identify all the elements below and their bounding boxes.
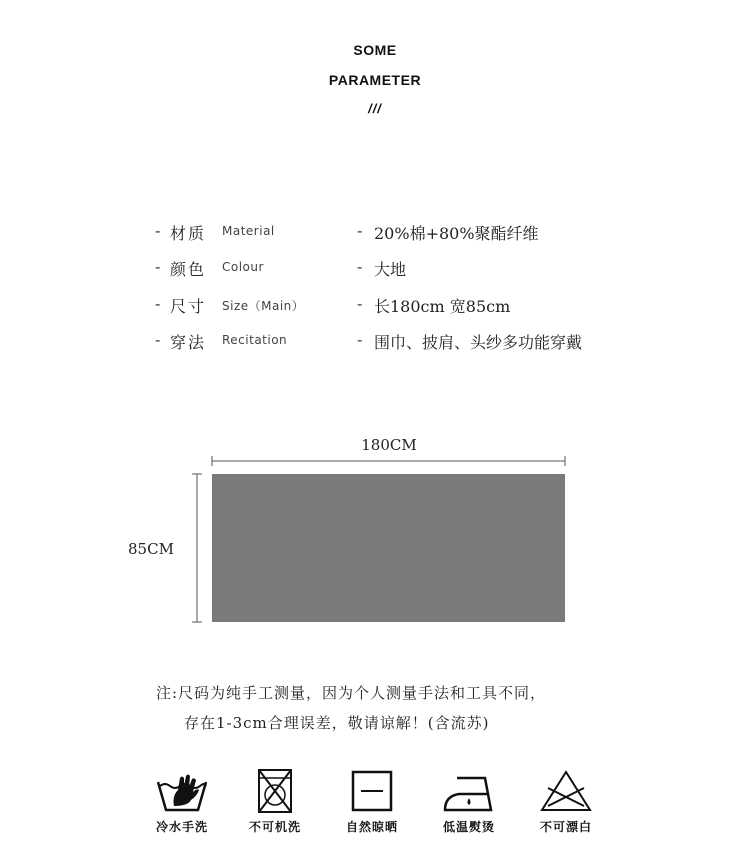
row-dash: - — [357, 330, 363, 349]
care-label: 低温熨烫 — [442, 820, 495, 834]
header-mark: /// — [368, 101, 382, 116]
param-value: 长180cm 宽85cm — [374, 297, 511, 316]
row-dash: - — [155, 221, 161, 240]
care-item-hand-wash — [137, 768, 227, 835]
care-item-no-bleach — [521, 768, 611, 835]
care-label: 自然晾晒 — [345, 820, 398, 834]
care-label: 不可漂白 — [539, 820, 592, 834]
scarf-shape — [212, 474, 565, 622]
line-dry-icon — [342, 768, 402, 814]
height-label: 85CM — [128, 540, 174, 558]
care-label: 冷水手洗 — [155, 820, 208, 834]
no-machine-wash-icon — [245, 768, 305, 814]
care-label: 不可机洗 — [248, 820, 301, 834]
care-item-low-iron — [424, 768, 514, 835]
note-line-1: 注:尺码为纯手工测量，因为个人测量手法和工具不同， — [156, 684, 547, 702]
width-label: 180CM — [361, 436, 417, 454]
care-item-line-dry — [327, 768, 417, 835]
row-dash: - — [357, 221, 363, 240]
row-dash: - — [155, 294, 161, 313]
row-dash: - — [155, 257, 161, 276]
param-label-zh: 材质 — [170, 224, 207, 243]
note-line-2: 存在1-3cm合理误差，敬请谅解！(含流苏) — [184, 714, 490, 732]
param-label-en: Colour — [222, 260, 264, 274]
low-iron-icon — [439, 768, 499, 814]
param-value: 大地 — [374, 260, 407, 279]
no-bleach-icon — [536, 768, 596, 814]
param-label-zh: 颜色 — [170, 260, 207, 279]
param-label-zh: 穿法 — [170, 333, 207, 352]
care-item-no-machine-wash — [230, 768, 320, 835]
row-dash: - — [357, 257, 363, 276]
row-dash: - — [155, 330, 161, 349]
header-parameter: PARAMETER — [328, 72, 422, 88]
param-label-en: Material — [222, 224, 275, 238]
hand-wash-icon — [152, 768, 212, 814]
param-label-en: Size（Main） — [222, 299, 305, 313]
param-value: 围巾、披肩、头纱多功能穿戴 — [374, 333, 583, 352]
param-label-en: Recitation — [222, 333, 288, 347]
row-dash: - — [357, 294, 363, 313]
param-label-zh: 尺寸 — [170, 297, 207, 316]
header-some: SOME — [353, 42, 397, 58]
param-value: 20%棉+80%聚酯纤维 — [374, 224, 539, 243]
